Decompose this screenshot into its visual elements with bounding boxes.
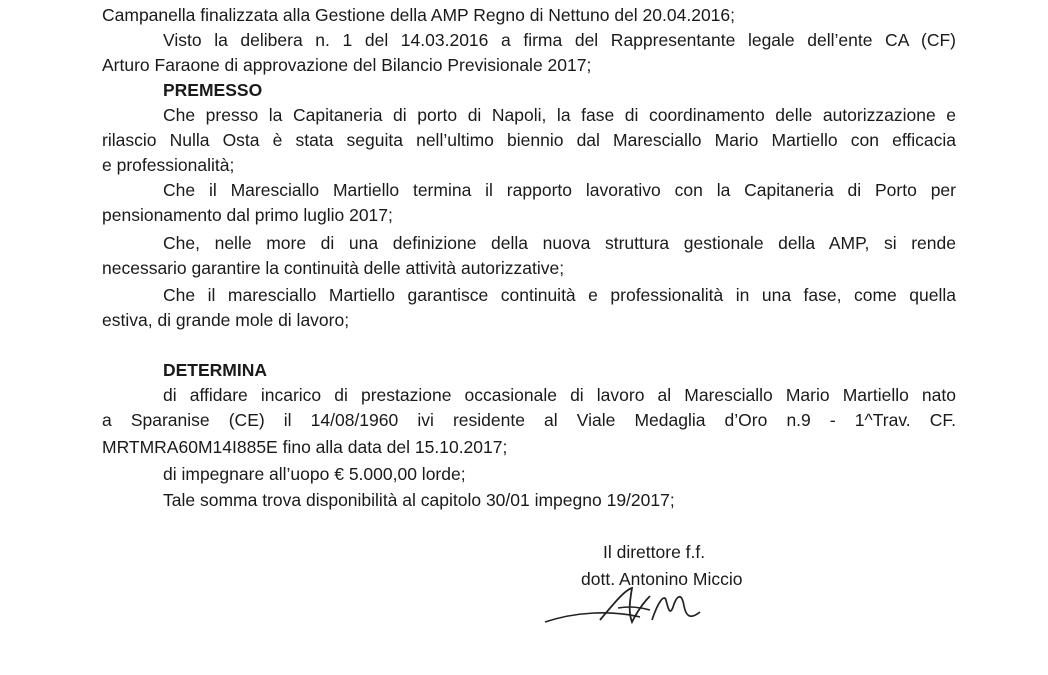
premesso-heading: PREMESSO (163, 80, 263, 100)
intro-line-2: Visto la delibera n. 1 del 14.03.2016 a firma del Rappresentante legale dell’ente CA (CF) (163, 30, 956, 50)
premesso-p3-line-2: necessario garantire la continuità delle attività autorizzative; (102, 258, 565, 278)
determina-d3: Tale somma trova disponibilità al capitolo 30/01 impegno 19/2017; (163, 490, 675, 510)
premesso-p1-line-1: Che presso la Capitaneria di porto di Napoli, la fase di coordinamento delle autorizzazione e (163, 105, 956, 125)
signature-title: Il direttore f.f. (603, 542, 706, 562)
intro-line-1: Campanella finalizzata alla Gestione della AMP Regno di Nettuno del 20.04.2016; (102, 5, 736, 25)
premesso-p2-line-2: pensionamento dal primo luglio 2017; (102, 205, 393, 225)
intro-line-3: Arturo Faraone di approvazione del Bilancio Previsionale 2017; (102, 55, 592, 75)
determina-heading: DETERMINA (163, 360, 268, 380)
determina-d1-line-3: MRTMRA60M14I885E fino alla data del 15.10.2017; (102, 437, 508, 457)
premesso-p1-line-3: e professionalità; (102, 155, 235, 175)
determina-d1-line-2: a Sparanise (CE) il 14/08/1960 ivi residente al Viale Medaglia d’Oro n.9 - 1^Trav. CF. (102, 410, 956, 430)
signature-name: dott. Antonino Miccio (581, 569, 743, 589)
premesso-p3-line-1: Che, nelle more di una definizione della nuova struttura gestionale della AMP, si rende (163, 233, 956, 253)
premesso-p4-line-2: estiva, di grande mole di lavoro; (102, 310, 350, 330)
premesso-p4-line-1: Che il maresciallo Martiello garantisce continuità e professionalità in una fase, come quella (163, 285, 956, 305)
determina-d1-line-1: di affidare incarico di prestazione occasionale di lavoro al Maresciallo Mario Martiello nato (163, 385, 956, 405)
premesso-p1-line-2: rilascio Nulla Osta è stata seguita nell’ultimo biennio dal Maresciallo Mario Martiello con efficacia (102, 130, 956, 150)
premesso-p2-line-1: Che il Maresciallo Martiello termina il rapporto lavorativo con la Capitaneria di Porto per (163, 180, 956, 200)
handwritten-signature (540, 582, 740, 632)
determina-d2: di impegnare all’uopo € 5.000,00 lorde; (163, 464, 466, 484)
